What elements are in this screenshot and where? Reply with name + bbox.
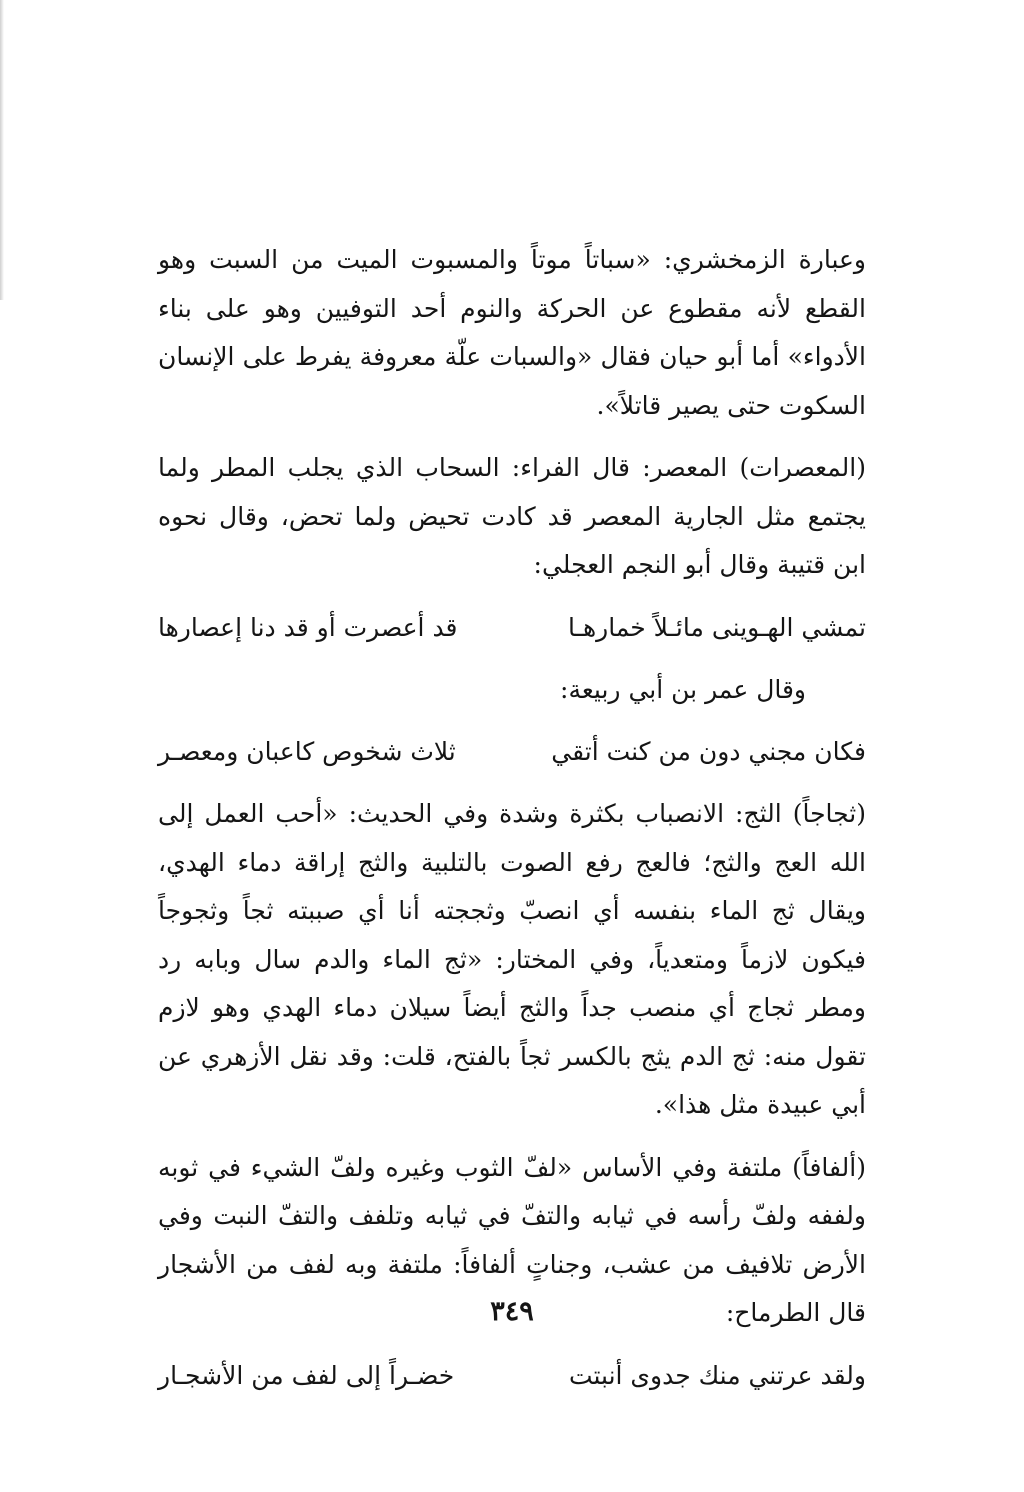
page-body xyxy=(158,236,866,1414)
verse-intro-umar: وقال عمر بن أبي ربيعة: xyxy=(560,674,806,704)
verse-tirimmah xyxy=(158,1352,866,1400)
verse-second-hemistich: قد أعصرت أو قد دنا إعصارها xyxy=(158,612,458,642)
paragraph-thajjaj: (ثجاجاً) الثج: الانصباب بكثرة وشدة وفي الحديث: «أحب العمل إلى الله العج والثج؛ فالعج رفع الصوت بالتلبية والثج إراقة دماء الهدي، ويقال ثج الماء بنفسه أي انصبّ وثججته أنا أي صببته ثجاً وثجوجاً فيكون لازماً ومتعدياً، وفي المختار: «ثج الماء والدم سال وبابه رد ومطر ثجاج أي منصب جداً والثج أيضاً سيلان دماء الهدي وهو لازم تقول منه: ثج الدم يثج بالكسر ثجاً بالفتح، قلت: وقد نقل الأزهري عن أبي عبيدة مثل هذا». xyxy=(158,799,866,1119)
verse-first-hemistich: تمشي الهـوينى مائـلاً خمارهـا xyxy=(568,612,866,642)
verse-abu-najm xyxy=(158,604,866,652)
paragraph-alfaf: (ألفافاً) ملتفة وفي الأساس «لفّ الثوب وغيره ولفّ الشيء في ثوبه ولففه ولفّ رأسه في ثيابه والتفّ في ثيابه وتلفف والتفّ النبت وفي الأرض تلافيف من عشب، وجناتٍ ألفافاً: ملتفة وبه لفف من الأشجار قال الطرماح: xyxy=(158,1152,866,1327)
page-number: ٣٤٩ xyxy=(490,1296,534,1327)
paragraph-muasirat: (المعصرات) المعصر: قال الفراء: السحاب الذي يجلب المطر ولما يجتمع مثل الجارية المعصر قد كادت تحيض ولما تحض، وقال نحوه ابن قتيبة وقال أبو النجم العجلي: xyxy=(158,453,866,579)
binding-edge xyxy=(0,0,4,300)
verse-first-hemistich: فكان مجني دون من كنت أتقي xyxy=(551,737,866,766)
verse-umar-ibn-abi-rabia xyxy=(158,728,866,776)
verse-second-hemistich: خضـراً إلى لفف من الأشجـار xyxy=(158,1360,455,1390)
paragraph-zamakhshari-quote: وعبارة الزمخشري: «سباتاً موتاً والمسبوت الميت من السبت وهو القطع لأنه مقطوع عن الحركة والنوم أحد التوفيين وهو على بناء الأدواء» أما أبو حيان فقال «والسبات علّة معروفة يفرط على الإنسان السكوت حتى يصير قاتلاً». xyxy=(158,245,866,420)
verse-second-hemistich: ثلاث شخوص كاعبان ومعصـر xyxy=(158,737,456,766)
verse-first-hemistich: ولقد عرتني منك جدوى أنبتت xyxy=(568,1360,866,1390)
